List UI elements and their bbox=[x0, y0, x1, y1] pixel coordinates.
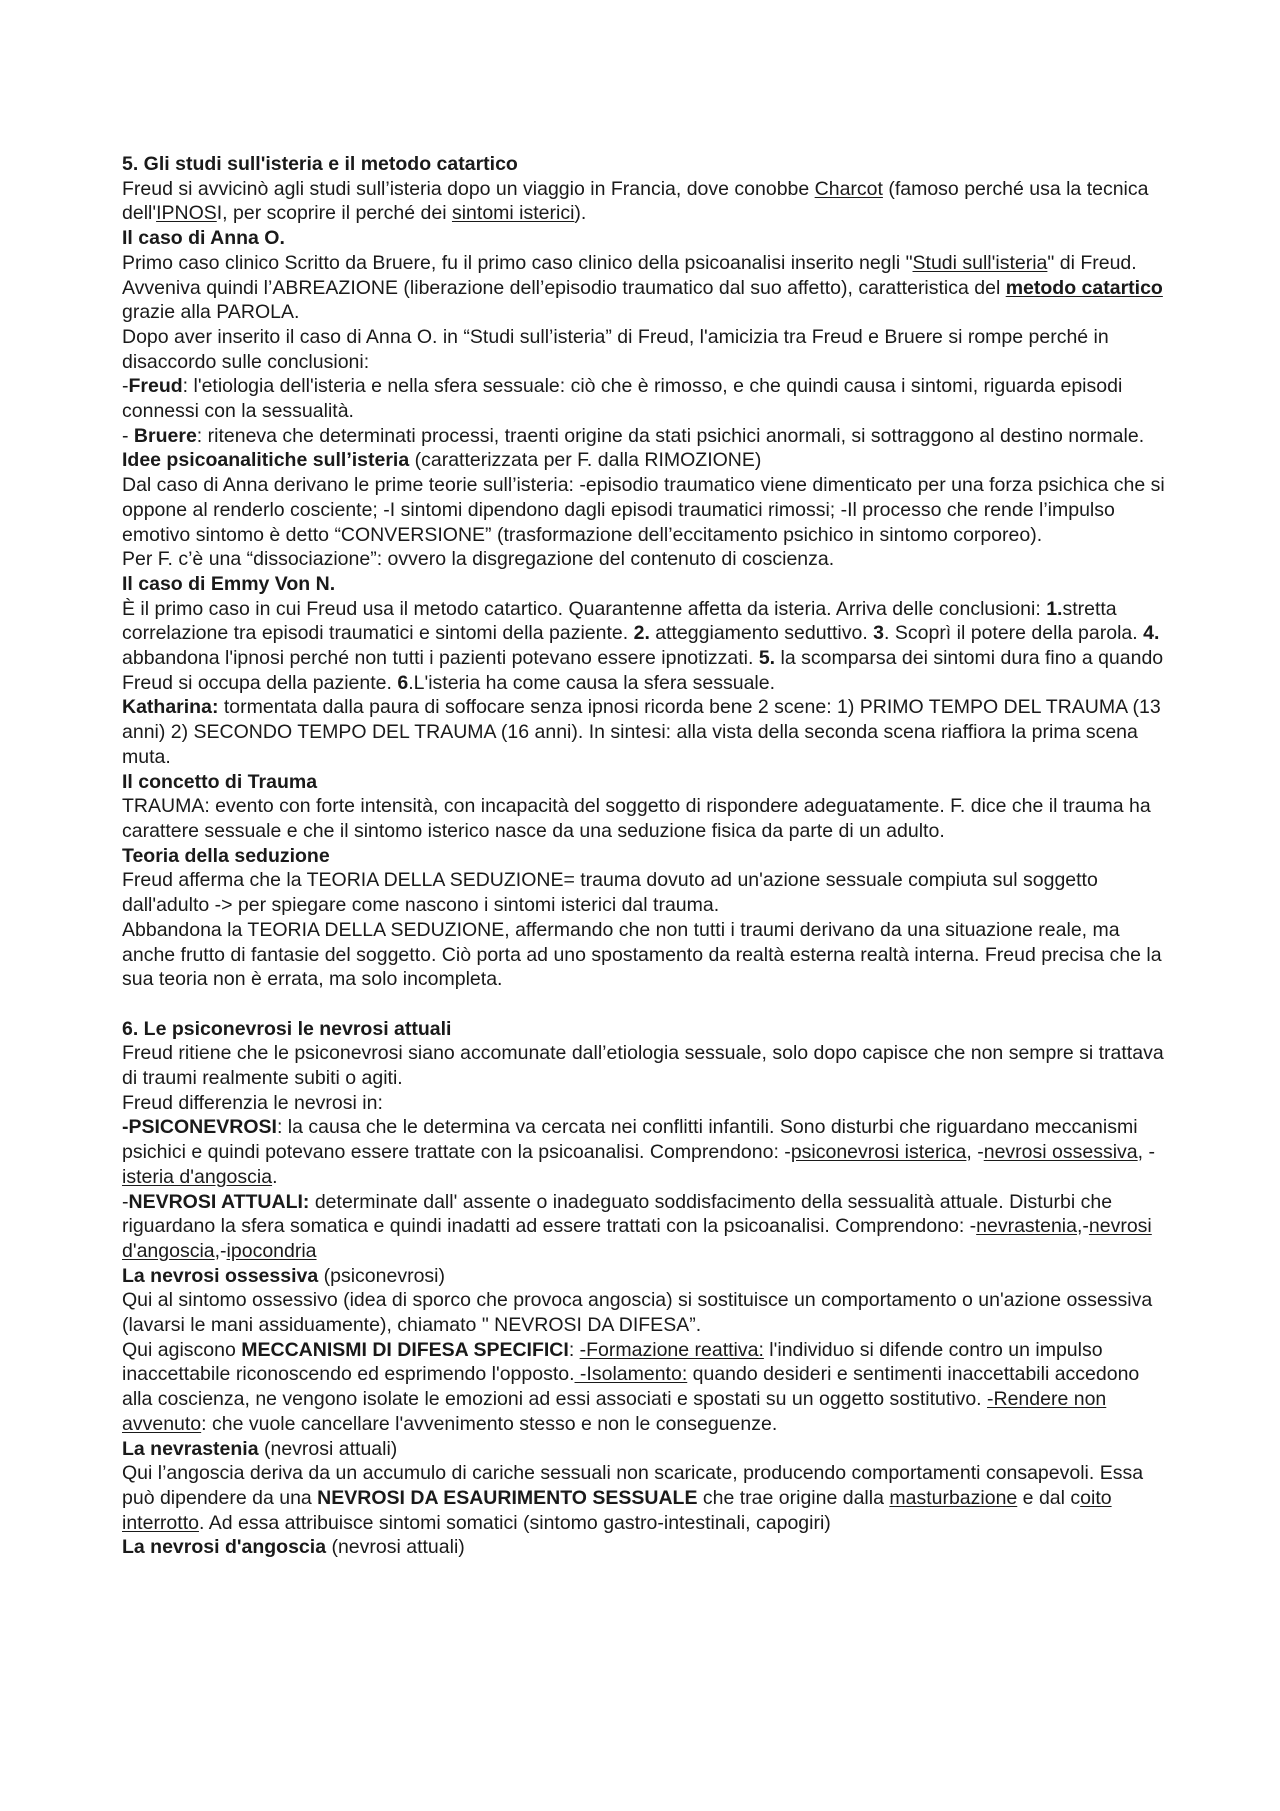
nevrastenia-heading: La nevrastenia (nevrosi attuali) bbox=[122, 1437, 398, 1460]
nevrastenia-paragraph: Qui l’angoscia deriva da un accumulo di cariche sessuali non scaricate, producendo comportamenti consapevoli. Essa può dipendere da una NEVROSI DA ESAURIMENTO SESSUALE che trae origine dalla masturbazione e dal coito interrotto. Ad essa attribuisce sintomi somatici (sintomo gastro-intestinali, capogiri) bbox=[122, 1462, 1144, 1534]
ossessiva-heading: La nevrosi ossessiva (psiconevrosi) bbox=[122, 1264, 445, 1287]
idee-paragraph-2: Per F. c’è una “dissociazione”: ovvero la disgregazione del contenuto di coscienza. bbox=[122, 548, 835, 571]
seduzione-paragraph-2: Abbandona la TEORIA DELLA SEDUZIONE, affermando che non tutti i traumi derivano da una situazione reale, ma anche frutto di fantasie del soggetto. Ciò porta ad uno spostamento da realtà esterna realtà interna. Freud precisa che la sua teoria non è errata, ma solo incompleta. bbox=[122, 918, 1162, 991]
ossessiva-paragraph-2: Qui agiscono MECCANISMI DI DIFESA SPECIFICI: -Formazione reattiva: l'individuo si difende contro un impulso inaccettabile riconoscendo ed esprimendo l'opposto. -Isolamento: quando desideri e sentimenti inaccettabili accedono alla coscienza, ne vengono isolate le emozioni ad essi associati e spostati su un oggetto sostitutivo. -Rendere non avvenuto: che vuole cancellare l'avvenimento stesso e non le conseguenze. bbox=[122, 1338, 1140, 1435]
bruere-conclusion: - Bruere: riteneva che determinati processi, traenti origine da stati psichici anormali, si sottraggono al destino normale. bbox=[122, 424, 1145, 447]
document-page bbox=[122, 152, 1172, 1560]
seduzione-heading: Teoria della seduzione bbox=[122, 844, 330, 867]
section-6-title: 6. Le psiconevrosi le nevrosi attuali bbox=[122, 1017, 452, 1040]
trauma-paragraph: TRAUMA: evento con forte intensità, con incapacità del soggetto di rispondere adeguatamente. F. dice che il trauma ha carattere sessuale e che il sintomo isterico nasce da una seduzione fisica da parte di un adulto. bbox=[122, 795, 1151, 842]
emmy-paragraph: È il primo caso in cui Freud usa il metodo catartico. Quarantenne affetta da isteria. Arriva delle conclusioni: 1.stretta correlazione tra episodi traumatici e sintomi della paziente. 2. atteggiamento seduttivo. 3. Scoprì il potere della parola. 4. abbandona l'ipnosi perché non tutti i pazienti potevano essere ipnotizzati. 5. la scomparsa dei sintomi dura fino a quando Freud si occupa della paziente. 6.L'isteria ha come causa la sfera sessuale. bbox=[122, 597, 1164, 694]
charcot-link: Charcot bbox=[814, 177, 883, 200]
section-5-intro: Freud si avvicinò agli studi sull’isteria dopo un viaggio in Francia, dove conobbe Charcot (famoso perché usa la tecnica dell'IPNOSI, per scoprire il perché dei sintomi isterici). bbox=[122, 177, 1149, 225]
psiconevrosi-paragraph: -PSICONEVROSI: la causa che le determina va cercata nei conflitti infantili. Sono disturbi che riguardano meccanismi psichici e quindi potevano essere trattate con la psicoanalisi. Comprendono: -psiconevrosi isterica, -nevrosi ossessiva, -isteria d'angoscia. bbox=[122, 1116, 1155, 1188]
section-5-title: 5. Gli studi sull'isteria e il metodo catartico bbox=[122, 153, 518, 175]
idee-paragraph-1: Dal caso di Anna derivano le prime teorie sull’isteria: -episodio traumatico viene dimenticato per una forza psichica che si oppone al renderlo cosciente; -I sintomi dipendono dagli episodi traumatici rimossi; -Il processo che rende l’impulso emotivo sintomo è detto “CONVERSIONE” (trasformazione dell’eccitamento psichico in sintomo corporeo). bbox=[122, 474, 1165, 546]
ossessiva-paragraph-1: Qui al sintomo ossessivo (idea di sporco che provoca angoscia) si sostituisce un comportamento o un'azione ossessiva (lavarsi le mani assiduamente), chiamato " NEVROSI DA DIFESA”. bbox=[122, 1289, 1153, 1337]
anna-o-paragraph-1: Primo caso clinico Scritto da Bruere, fu il primo caso clinico della psicoanalisi inserito negli "Studi sull'isteria" di Freud. Avveniva quindi l’ABREAZIONE (liberazione dell’episodio traumatico dal suo affetto), caratteristica del metodo catartico grazie alla PAROLA. bbox=[122, 251, 1163, 324]
anna-o-heading: Il caso di Anna O. bbox=[122, 227, 285, 250]
trauma-heading: Il concetto di Trauma bbox=[122, 770, 318, 793]
section-6-paragraph-1: Freud ritiene che le psiconevrosi siano accomunate dall’etiologia sessuale, solo dopo capisce che non sempre si trattava di traumi realmente subiti o agiti. bbox=[122, 1042, 1164, 1089]
katharina-paragraph: Katharina: tormentata dalla paura di soffocare senza ipnosi ricorda bene 2 scene: 1) PRIMO TEMPO DEL TRAUMA (13 anni) 2) SECONDO TEMPO DEL TRAUMA (16 anni). In sintesi: alla vista della seconda scena riaffiora la prima scena muta. bbox=[122, 696, 1161, 768]
emmy-heading: Il caso di Emmy Von N. bbox=[122, 572, 336, 595]
section-spacer bbox=[122, 992, 1172, 1017]
anna-o-paragraph-2: Dopo aver inserito il caso di Anna O. in “Studi sull’isteria” di Freud, l'amicizia tra Freud e Bruere si rompe perché in disaccordo sulle conclusioni: bbox=[122, 325, 1109, 373]
section-6-paragraph-2: Freud differenzia le nevrosi in: bbox=[122, 1091, 383, 1114]
nevrosi-attuali-paragraph: -NEVROSI ATTUALI: determinate dall' assente o inadeguato soddisfacimento della sessualità attuale. Disturbi che riguardano la sfera somatica e quindi inadatti ad essere trattati con la psicoanalisi. Comprendono: -nevrastenia,-nevrosi d'angoscia,-ipocondria bbox=[122, 1190, 1152, 1262]
angoscia-heading: La nevrosi d'angoscia (nevrosi attuali) bbox=[122, 1536, 465, 1559]
idee-heading: Idee psicoanalitiche sull’isteria (caratterizzata per F. dalla RIMOZIONE) bbox=[122, 449, 762, 472]
seduzione-paragraph-1: Freud afferma che la TEORIA DELLA SEDUZIONE= trauma dovuto ad un'azione sessuale compiuta sul soggetto dall'adulto -> per spiegare come nascono i sintomi isterici dal trauma. bbox=[122, 869, 1098, 917]
freud-conclusion: -Freud: l'etiologia dell'isteria e nella sfera sessuale: ciò che è rimosso, e che quindi causa i sintomi, riguarda episodi connessi con la sessualità. bbox=[122, 375, 1123, 423]
